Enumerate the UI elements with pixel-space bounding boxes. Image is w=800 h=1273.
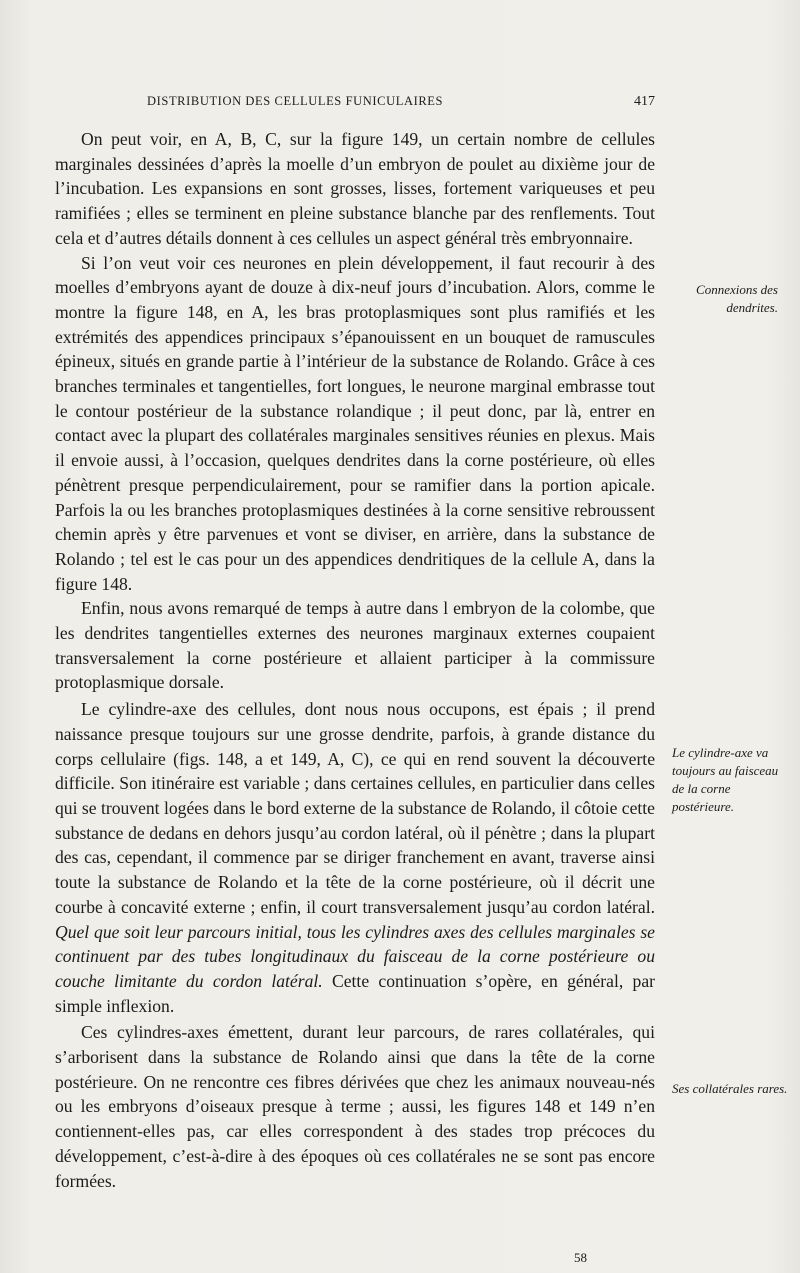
paragraph-4-tail: Cette continuation s’opère, en général, par simple inflexion.	[55, 970, 656, 1016]
paragraph-4-text: Le cylindre-axe des cellules, dont nous nous occupons, est épais ; il prend naissance presque toujours sur une grosse dendrite, parfois, à grande distance du corps cellulaire (figs. 148, a et 149, A, C), ce qui en rend souvent la découverte difficile. Son itinéraire est variable ; dans certaines cellules, en particulier dans celles qui se trouvent logées dans le bord externe de la substance de Rolando, il côtoie cette substance de dedans en dehors jusqu’au cordon latéral, où il pénètre ; dans la plupart des cas, cependant, il commence par se diriger franchement en avant, traverse ainsi toute la substance de Rolando et la tête de la corne postérieure, où il décrit une courbe à concavité externe ; enfin, il court transversalement jusqu’au cordon latéral.	[55, 699, 655, 917]
margin-note-connexions: Connexions des dendrites.	[696, 282, 778, 315]
paragraph-4	[55, 697, 655, 1018]
margin-note-collaterales: Ses collatérales rares.	[672, 1081, 788, 1096]
running-title: DISTRIBUTION DES CELLULES FUNICULAIRES	[147, 94, 444, 108]
paragraph-1: On peut voir, en A, B, C, sur la figure 149, un certain nombre de cellules marginales dessinées d’après la moelle d’un embryon de poulet au dixième jour de l’incubation. Les expansions en sont grosses, lisses, fortement variqueuses et peu ramifiées ; elles se terminent en pleine substance blanche par des renflements. Tout cela et d’autres détails donnent à ces cellules un aspect général très embryonnaire.	[55, 129, 655, 248]
signature-mark: 58	[574, 1250, 587, 1265]
paragraph-4-italic: Quel que soit leur parcours initial, tous les cylindres axes des cellules marginales se continuent par des tubes longitudinaux du faisceau de la corne postérieure ou couche limitante du cordon latéral.	[55, 921, 655, 991]
margin-note-cylindre-axe: Le cylindre-axe va toujours au faisceau de la corne postérieure.	[672, 745, 779, 814]
paragraph-3: Enfin, nous avons remarqué de temps à autre dans l embryon de la colombe, que les dendrites tangentielles externes des neurones marginaux externes coupaient transversalement la corne postérieure et allaient participer à la commissure protoplasmique dorsale.	[55, 598, 655, 693]
paragraph-2: Si l’on veut voir ces neurones en plein développement, il faut recourir à des moelles d’embryons ayant de douze à dix-neuf jours d’incubation. Alors, comme le montre la figure 148, en A, les bras protoplasmiques sont plus ramifiés et les extrémités des appendices principaux s’épanouissent en un bouquet de ramuscules épineux, situés en grande partie à l’intérieur de la substance de Rolando. Grâce à ces branches terminales et tangentielles, fort longues, le neurone marginal embrasse tout le contour postérieur de la substance rolandique ; il peut donc, par là, entrer en contact avec la plupart des collatérales marginales sensitives réunies en plexus. Mais il envoie aussi, à l’occasion, quelques dendrites dans la corne postérieure, où elles pénètrent presque perpendiculairement, pour se ramifier dans la portion apicale. Parfois la ou les branches protoplasmiques destinées à la corne sensitive rebroussent chemin après y être parvenues et vont se diviser, en arrière, dans la substance de Rolando ; tel est le cas pour un des appendices dendritiques de la cellule A, dans la figure 148.	[55, 252, 655, 594]
paragraph-5: Ces cylindres-axes émettent, durant leur parcours, de rares collatérales, qui s’arborisent dans la substance de Rolando ainsi que dans la tête de la corne postérieure. On ne rencontre ces fibres dérivées que chez les animaux nouveau-nés ou les embryons d’oiseaux presque à terme ; aussi, les figures 148 et 149 n’en contiennent-elles pas, car elles correspondent à des stades trop précoces du développement, c’est-à-dire à des époques où ces collatérales ne se sont pas encore formées.	[55, 1022, 655, 1191]
page-number: 417	[634, 94, 655, 109]
body-text	[55, 127, 655, 1193]
